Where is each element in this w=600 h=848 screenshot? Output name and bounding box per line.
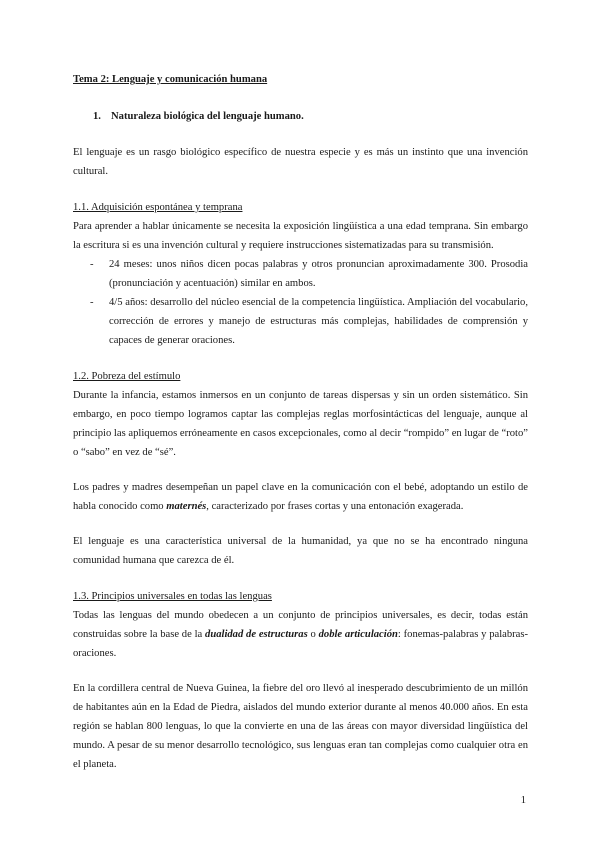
- subsection-1-2-paragraph-1: Durante la infancia, estamos inmersos en un conjunto de tareas dispersas y sin un orden sistemático. Sin embargo, en poco tiempo logramos captar las complejas reglas morfosintácticas del lenguaje, aunque al principio las apliquemos erróneamente en casos excepcionales, como al decir “rompido” en lugar de “roto” o “sabo” en vez de “sé”.: [73, 390, 528, 458]
- text-span: Los padres y madres desempeñan un papel clave en la comunicación con el bebé, adoptando un estilo de habla conocido como: [73, 482, 528, 512]
- term-maternes: maternés: [166, 501, 207, 512]
- intro-paragraph: El lenguaje es un rasgo biológico específico de nuestra especie y es más un instinto que una invención cultural.: [73, 147, 528, 177]
- term-dualidad: dualidad de estructuras: [205, 629, 308, 640]
- document-page: [73, 70, 528, 774]
- list-item: - 24 meses: unos niños dicen pocas palabras y otros pronuncian aproximadamente 300. Prosodia (pronunciación y acentuación) similar en ambos.: [109, 255, 528, 293]
- subsection-heading-1-1: 1.1. Adquisición espontánea y temprana: [73, 202, 243, 213]
- section-number: 1.: [93, 111, 101, 122]
- section-heading-text: Naturaleza biológica del lenguaje humano.: [111, 111, 304, 122]
- subsection-1-3-paragraph-1: [73, 606, 528, 663]
- text-span: o: [307, 629, 319, 640]
- term-doble-articulacion: doble articulación: [318, 629, 398, 640]
- section-heading: [93, 107, 528, 126]
- text-span: Todas las lenguas del mundo obedecen a un conjunto de principios universales, es decir, todas están construidas sobre la base de la: [73, 610, 528, 640]
- subsection-heading-1-2: 1.2. Pobreza del estímulo: [73, 371, 181, 382]
- subsection-heading-1-3: 1.3. Principios universales en todas las lenguas: [73, 591, 272, 602]
- document-title: Tema 2: Lenguaje y comunicación humana: [73, 74, 268, 85]
- subsection-1-3-paragraph-2: En la cordillera central de Nueva Guinea, la fiebre del oro llevó al inesperado descubrimiento de un millón de habitantes aún en la Edad de Piedra, aislados del mundo exterior durante al menos 40.000 años. En esta región se hablan 800 lenguas, lo que la convierte en una de las áreas con mayor diversidad lingüística del mundo. A pesar de su menor desarrollo tecnológico, sus lenguas eran tan complejas como cualquier otra en el planeta.: [73, 683, 528, 770]
- list-item: - 4/5 años: desarrollo del núcleo esencial de la competencia lingüística. Ampliación del vocabulario, corrección de errores y manejo de estructuras más complejas, habilidades de comprensión y capaces de generar oraciones.: [109, 293, 528, 350]
- subsection-1-2-paragraph-2: [73, 478, 528, 516]
- text-span: : fonemas-palabras y palabras-oraciones.: [73, 629, 529, 659]
- subsection-1-2-paragraph-3: El lenguaje es una característica universal de la humanidad, ya que no se ha encontrado ninguna comunidad humana que carezca de él.: [73, 536, 528, 566]
- milestones-list: [73, 255, 528, 350]
- subsection-1-1-paragraph: Para aprender a hablar únicamente se necesita la exposición lingüística a una edad temprana. Sin embargo la escritura si es una invención cultural y requiere instrucciones sistematizadas para su transmisión.: [73, 221, 528, 251]
- page-number: 1: [520, 795, 526, 806]
- text-span: , caracterizado por frases cortas y una entonación exagerada.: [206, 501, 464, 512]
